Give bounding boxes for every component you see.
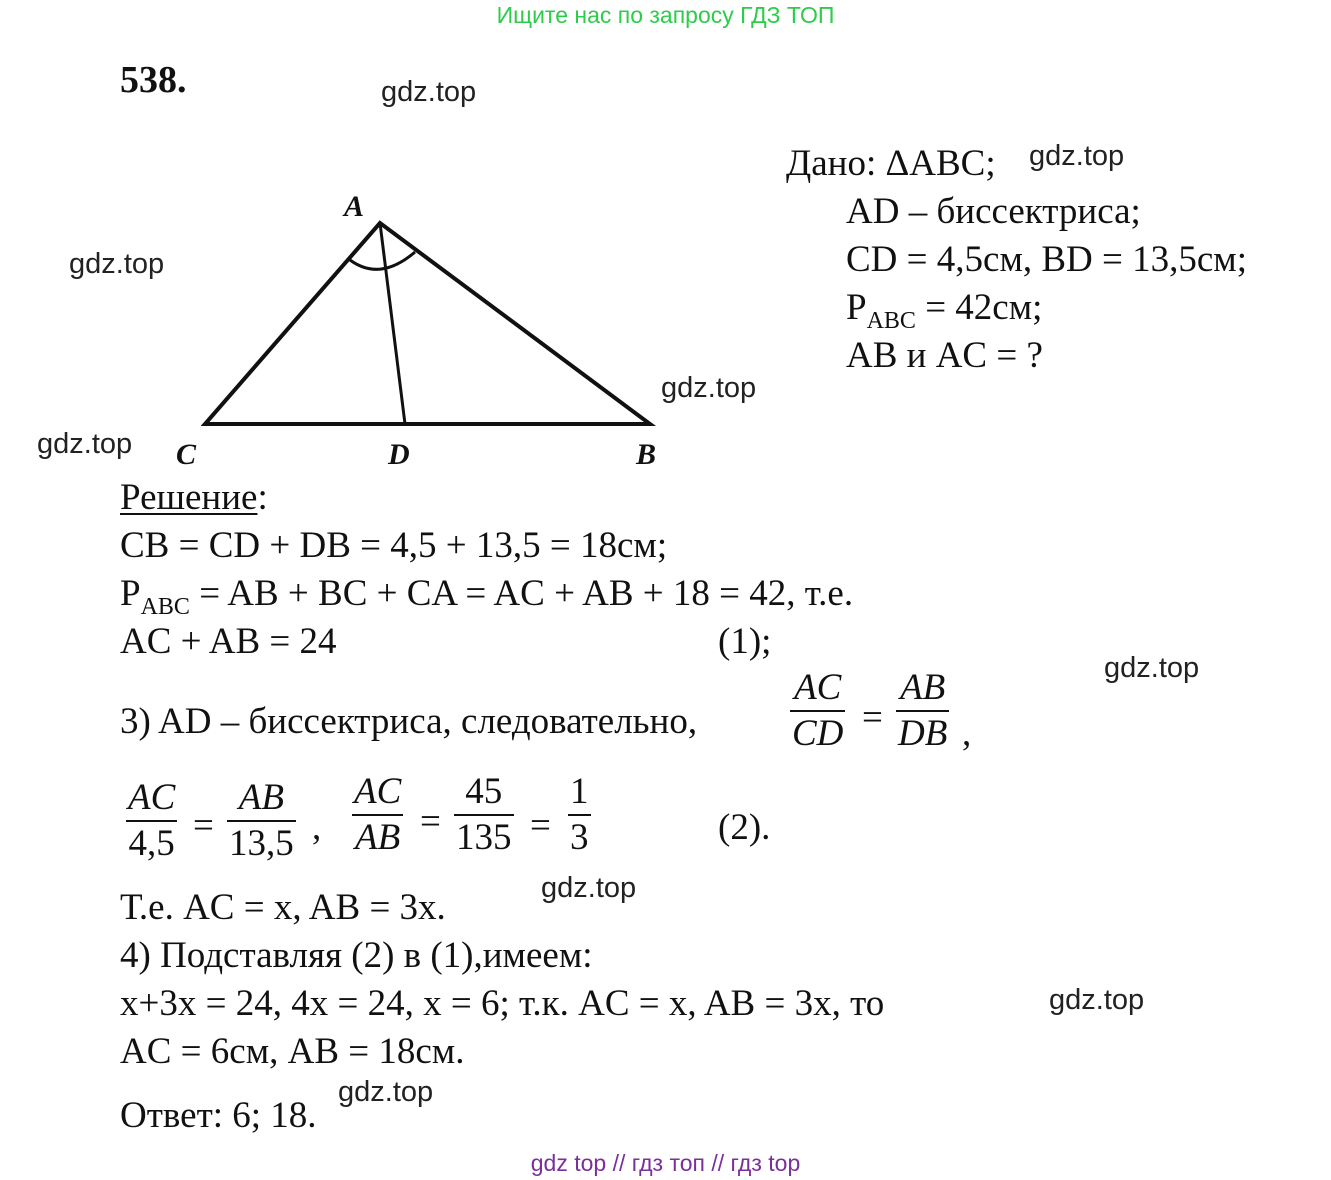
answer-line: Ответ: 6; 18. [120, 1095, 317, 1136]
vertex-label-a: A [344, 190, 365, 223]
given-line-3: CD = 4,5см, BD = 13,5см; [846, 239, 1247, 280]
watermark: gdz.top [338, 1076, 434, 1108]
given-line-5: AB и AC = ? [846, 335, 1043, 376]
solution-line-8: x+3x = 24, 4x = 24, x = 6; т.к. AC = x, AB = 3x, то [120, 983, 885, 1024]
watermark: gdz.top [661, 372, 757, 404]
equals-sign: = [193, 805, 214, 846]
equation-ref-1: (1); [718, 621, 772, 662]
triangle-diagram [160, 180, 700, 480]
fraction-ab-db: $\frac{AB}{DB}$ [898, 667, 948, 754]
watermark: gdz.top [541, 872, 637, 904]
triangle-abc [205, 223, 650, 424]
solution-line-3: AC + AB = 24 [120, 621, 337, 662]
equals-sign: = [530, 805, 551, 846]
equals-sign: = [862, 697, 883, 738]
given-line-4: $P_{ABC} = 42см$; [846, 287, 1043, 334]
fraction-ab-135: $\frac{AB}{13,5}$ [229, 777, 294, 864]
watermark: gdz.top [37, 428, 133, 460]
fraction-45-135: $\frac{45}{135}$ [456, 771, 512, 858]
equation-ref-2: (2). [718, 807, 771, 848]
solution-line-2: $P_{ABC}$ = AB + BC + CA = AC + AB + 18 = 42, т.е. [120, 573, 854, 620]
solution-line-9: AC = 6см, AB = 18см. [120, 1031, 465, 1072]
bisector-ad [380, 223, 405, 424]
fraction-ac-45: $\frac{AC}{4,5}$ [128, 777, 176, 864]
watermark: gdz.top [1104, 652, 1200, 684]
given-line-2: AD – биссектриса; [846, 191, 1141, 232]
vertex-label-b: B [636, 438, 657, 471]
watermark: gdz.top [69, 248, 165, 280]
equals-sign: = [420, 801, 441, 842]
watermark: gdz.top [1029, 140, 1125, 172]
solution-line-7: 4) Подставляя (2) в (1),имеем: [120, 935, 593, 976]
watermark: gdz.top [381, 76, 477, 108]
vertex-label-c: C [176, 438, 197, 471]
bottom-banner: gdz top // гдз топ // гдз top [530, 1150, 801, 1176]
problem-number: 538. [120, 59, 187, 101]
given-line-1: Дано: ΔABC; [786, 143, 996, 184]
solution-line-1: CB = CD + DB = 4,5 + 13,5 = 18см; [120, 525, 668, 566]
comma: , [962, 713, 972, 754]
fraction-ac-ab: $\frac{AC}{AB}$ [354, 771, 402, 858]
comma: , [312, 807, 322, 848]
solution-line-4: 3) AD – биссектриса, следовательно, [120, 701, 698, 742]
vertex-label-d: D [388, 438, 410, 471]
fraction-1-3: $\frac{1}{3}$ [570, 771, 589, 858]
fraction-ac-cd: $\frac{AC}{CD}$ [792, 667, 844, 754]
solution-line-6: Т.е. AC = x, AB = 3x. [120, 887, 446, 928]
top-banner: Ищите нас по запросу ГДЗ ТОП [496, 2, 835, 28]
solution-heading: Решение: [120, 477, 268, 518]
watermark: gdz.top [1049, 984, 1145, 1016]
